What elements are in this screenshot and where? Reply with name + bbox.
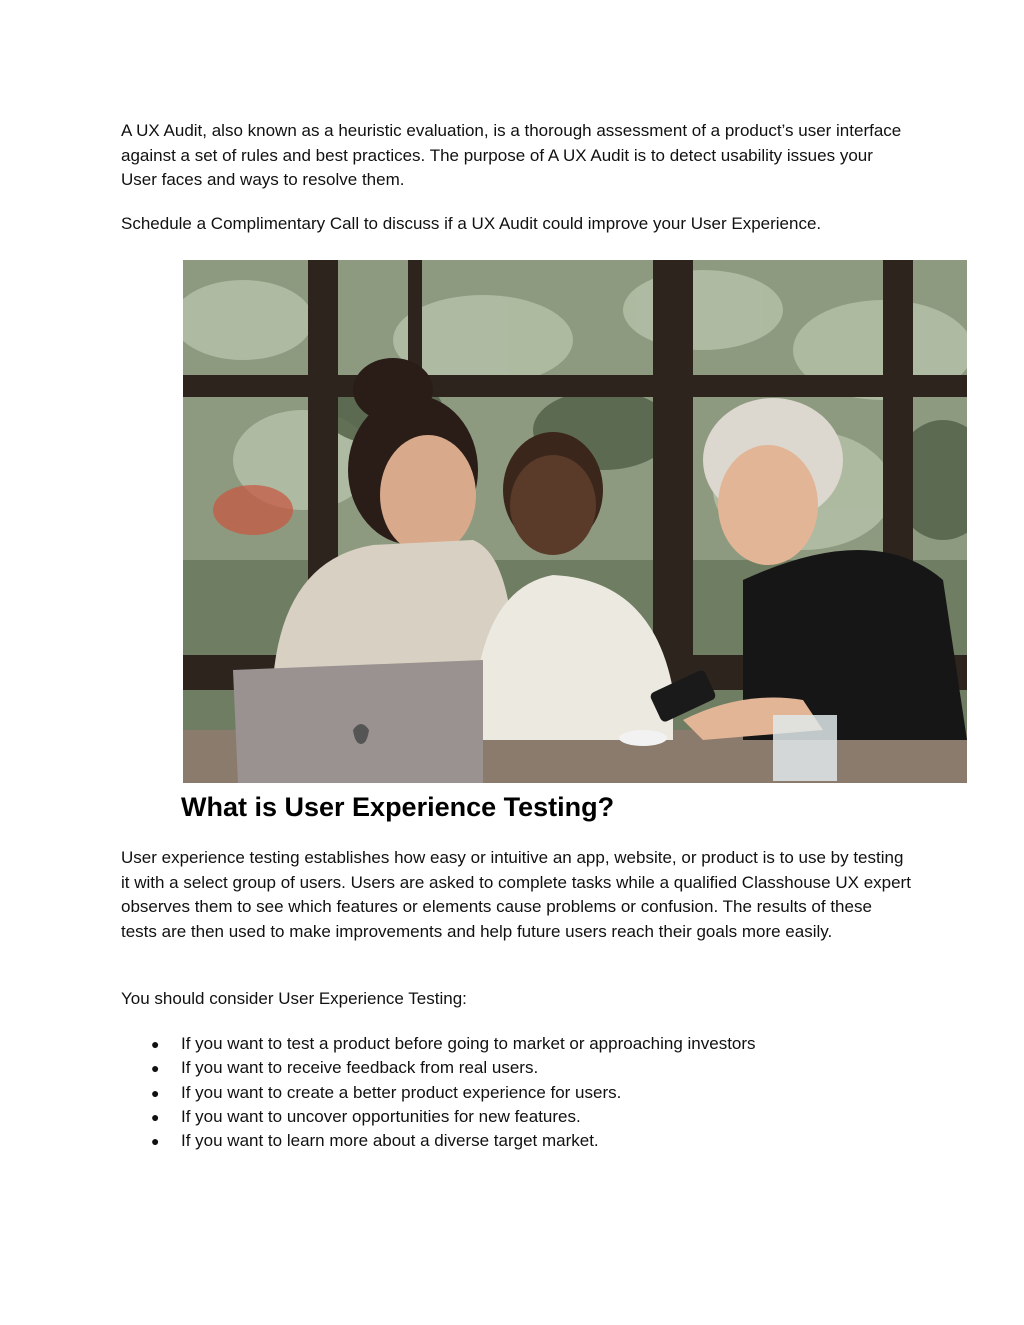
list-item: ● If you want to receive feedback from real users. xyxy=(121,1056,756,1080)
list-item: ● If you want to learn more about a diverse target market. xyxy=(121,1129,756,1153)
people-using-phone-photo xyxy=(183,260,967,783)
consider-intro-paragraph: You should consider User Experience Testing: xyxy=(121,989,467,1008)
bullet-icon: ● xyxy=(151,1060,160,1077)
bullet-icon: ● xyxy=(151,1133,160,1150)
bullet-icon: ● xyxy=(151,1108,160,1125)
bullet-icon: ● xyxy=(151,1084,160,1101)
list-item: ● If you want to uncover opportunities for new features. xyxy=(121,1105,756,1129)
bullet-icon: ● xyxy=(151,1036,160,1052)
list-item: ● If you want to test a product before going to market or approaching investors xyxy=(121,1032,756,1056)
list-item: ● If you want to create a better product experience for users. xyxy=(121,1081,756,1105)
ux-testing-paragraph: User experience testing establishes how easy or intuitive an app, website, or product is to use by testing it with a select group of users. Users are asked to complete tasks while a qualified Classhouse UX expert observes them to see which features or elements cause problems or confusion. The results of these tests are then used to make improvements and help future users reach their goals more easily. xyxy=(121,848,911,941)
section-heading: What is User Experience Testing? xyxy=(181,792,615,822)
reasons-list xyxy=(121,1032,756,1153)
intro-paragraph: A UX Audit, also known as a heuristic evaluation, is a thorough assessment of a product’s user interface against a set of rules and best practices. The purpose of A UX Audit is to detect usability issues your User faces and ways to resolve them. xyxy=(121,121,902,189)
schedule-call-paragraph: Schedule a Complimentary Call to discuss if a UX Audit could improve your User Experience. xyxy=(121,214,822,233)
